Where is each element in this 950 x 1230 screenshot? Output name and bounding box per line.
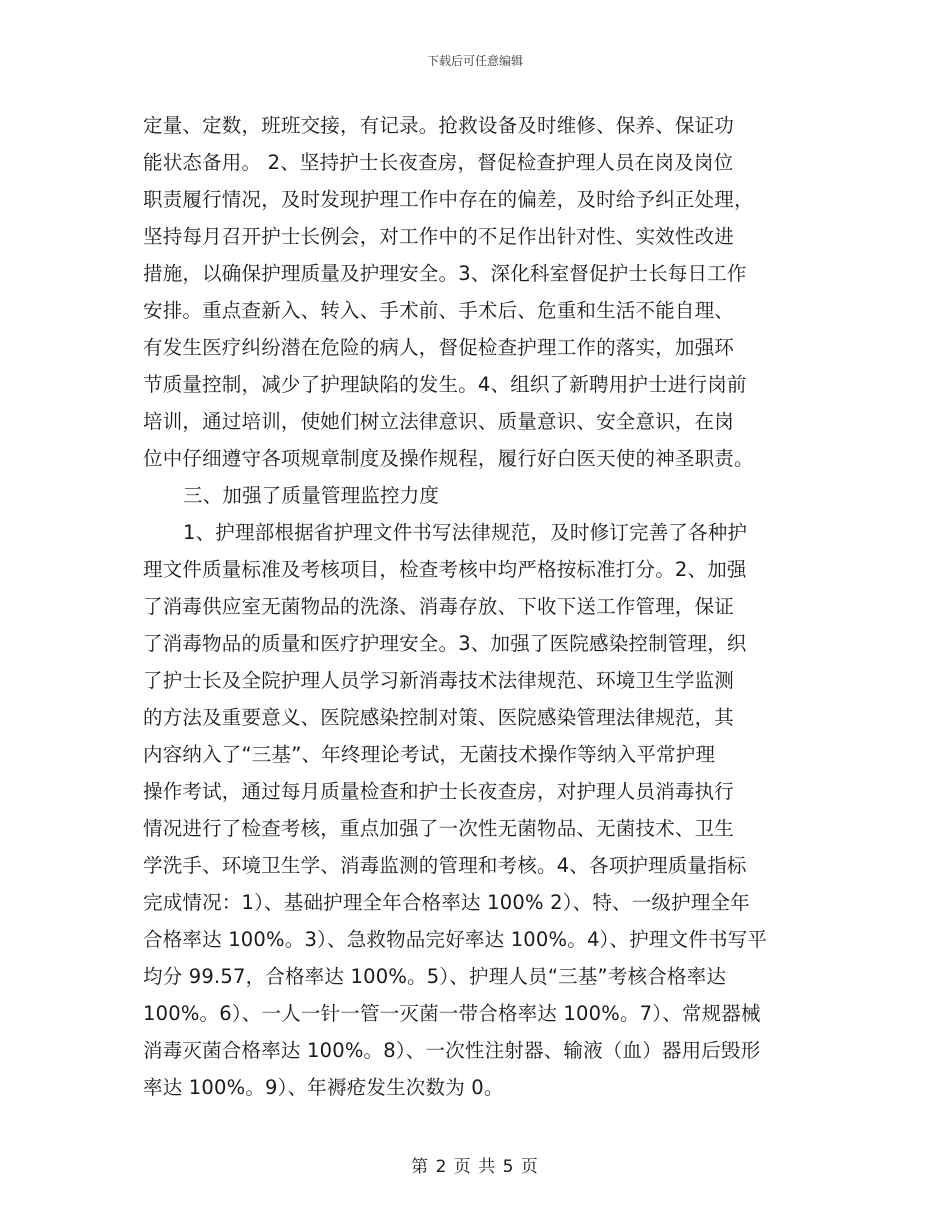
page-footer: 第 2 页 共 5 页: [411, 1157, 539, 1177]
text-line: 合格率达 100%。3）、急救物品完好率达 100%。4）、护理文件书写平: [143, 928, 768, 951]
text-line: 的方法及重要意义、医院感染控制对策、医院感染管理法律规范，其: [143, 706, 735, 729]
text-line: 有发生医疗纠纷潜在危险的病人，督促检查护理工作的落实，加强环: [143, 336, 735, 359]
text-line: 率达 100%。9）、年褥疮发生次数为 0。: [143, 1076, 504, 1099]
text-line: 位中仔细遵守各项规章制度及操作规程，履行好白医天使的神圣职责。: [143, 447, 754, 470]
text-line: 操作考试，通过每月质量检查和护士长夜查房，对护理人员消毒执行: [143, 780, 735, 803]
text-line: 完成情况：1）、基础护理全年合格率达 100% 2）、特、一级护理全年: [143, 891, 750, 914]
text-line: 培训，通过培训，使她们树立法律意识、质量意识、安全意识，在岗: [143, 410, 735, 433]
text-line: 内容纳入了“三基”、年终理论考试，无菌技术操作等纳入平常护理: [143, 743, 716, 766]
text-line: 定量、定数，班班交接，有记录。抢救设备及时维修、保养、保证功: [143, 114, 735, 137]
text-line: 均分 99.57，合格率达 100%。5）、护理人员“三基”考核合格率达: [143, 965, 727, 988]
text-line: 了消毒物品的质量和医疗护理安全。3、加强了医院感染控制管理，织: [143, 632, 747, 655]
text-line: 安排。重点查新入、转入、手术前、手术后、危重和生活不能自理、: [143, 299, 735, 322]
text-line: 措施，以确保护理质量及护理安全。3、深化科室督促护士长每日工作: [143, 262, 747, 285]
text-line: 了护士长及全院护理人员学习新消毒技术法律规范、环境卫生学监测: [143, 669, 735, 692]
text-line: 100%。6）、一人一针一管一灭菌一带合格率达 100%。7）、常规器械: [143, 1002, 761, 1025]
text-line: 1、护理部根据省护理文件书写法律规范，及时修订完善了各种护: [183, 521, 748, 544]
text-line: 学洗手、环境卫生学、消毒监测的管理和考核。4、各项护理质量指标: [143, 854, 747, 877]
text-line: 职责履行情况，及时发现护理工作中存在的偏差，及时给予纠正处理，: [143, 188, 754, 211]
text-line: 了消毒供应室无菌物品的洗涤、消毒存放、下收下送工作管理，保证: [143, 595, 735, 618]
section-heading: 三、加强了质量管理监控力度: [183, 484, 440, 507]
text-line: 消毒灭菌合格率达 100%。8）、一次性注射器、输液（血）器用后毁形: [143, 1039, 761, 1062]
text-line: 能状态备用。 2、坚持护士长夜查房，督促检查护理人员在岗及岗位: [143, 151, 734, 174]
text-line: 理文件质量标准及考核项目，检查考核中均严格按标准打分。2、加强: [143, 558, 747, 581]
page-header: 下载后可任意编辑: [426, 54, 523, 68]
text-line: 情况进行了检查考核，重点加强了一次性无菌物品、无菌技术、卫生: [143, 817, 735, 840]
text-line: 节质量控制，减少了护理缺陷的发生。4、组织了新聘用护士进行岗前: [143, 373, 747, 396]
text-line: 坚持每月召开护士长例会，对工作中的不足作出针对性、实效性改进: [143, 225, 735, 248]
